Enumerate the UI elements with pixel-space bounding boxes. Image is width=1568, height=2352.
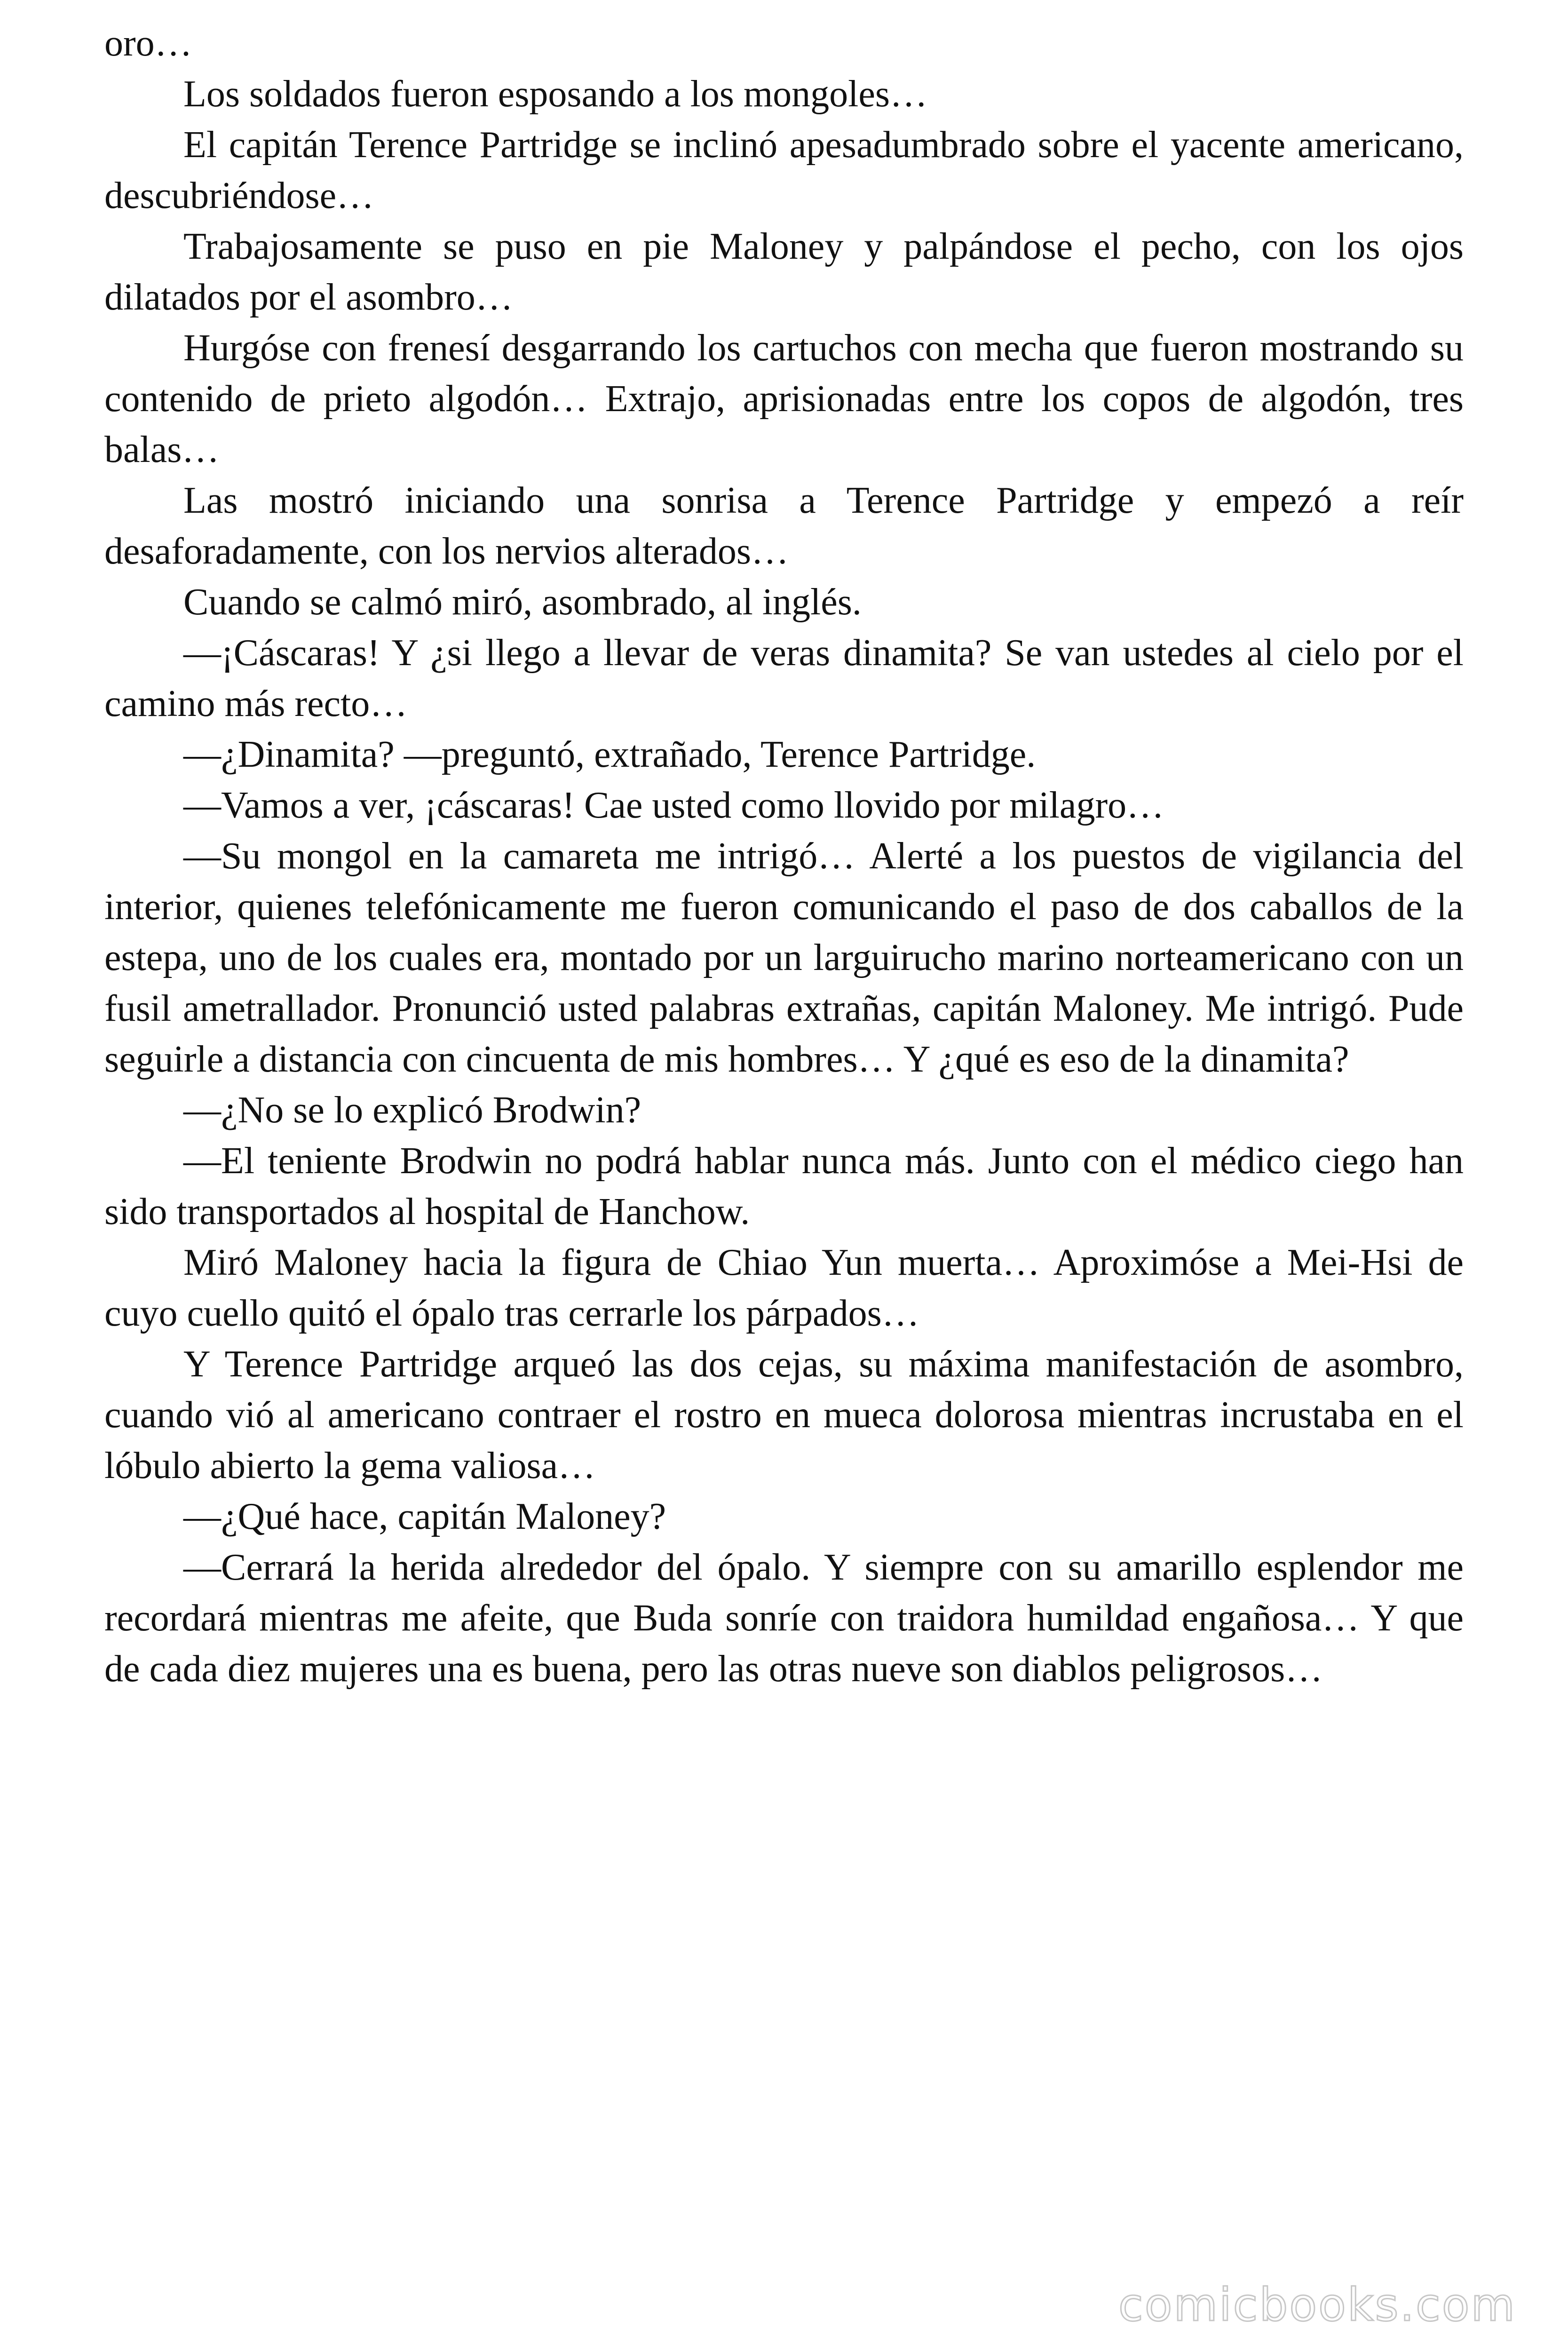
- dialogue-paragraph: —¿Dinamita? —preguntó, extrañado, Terence Partridge.: [183, 734, 1036, 775]
- paragraph: Cuando se calmó miró, asombrado, al inglés.: [183, 581, 862, 623]
- page-body: [104, 18, 1464, 1694]
- paragraph: Y Terence Partridge arqueó las dos cejas, su máxima manifestación de asombro, cuando vió al americano contraer el rostro en mueca dolorosa mientras incrustaba en el lóbulo abierto la gema valiosa…: [104, 1343, 1464, 1486]
- site-watermark: comicbooks.com: [1118, 2279, 1516, 2331]
- paragraph: El capitán Terence Partridge se inclinó apesadumbrado sobre el yacente americano, descubriéndose…: [104, 124, 1464, 216]
- dialogue-paragraph: —Cerrará la herida alrededor del ópalo. Y siempre con su amarillo esplendor me recordará mientras me afeite, que Buda sonríe con traidora humildad engañosa… Y que de cada diez mujeres una es buena, pero las otras nueve son diablos peligrosos…: [104, 1547, 1464, 1690]
- paragraph: oro…: [104, 23, 192, 64]
- dialogue-paragraph: —Vamos a ver, ¡cáscaras! Cae usted como llovido por milagro…: [183, 785, 1164, 826]
- dialogue-paragraph: —¡Cáscaras! Y ¿si llego a llevar de veras dinamita? Se van ustedes al cielo por el camino más recto…: [104, 632, 1464, 724]
- dialogue-paragraph: —El teniente Brodwin no podrá hablar nunca más. Junto con el médico ciego han sido transportados al hospital de Hanchow.: [104, 1140, 1464, 1232]
- dialogue-paragraph: —Su mongol en la camareta me intrigó… Alerté a los puestos de vigilancia del interior, quienes telefónicamente me fueron comunicando el paso de dos caballos de la estepa, uno de los cuales era, montado por un larguirucho marino norteamericano con un fusil ametrallador. Pronunció usted palabras extrañas, capitán Maloney. Me intrigó. Pude seguirle a distancia con cincuenta de mis hombres… Y ¿qué es eso de la dinamita?: [104, 835, 1464, 1080]
- paragraph: Miró Maloney hacia la figura de Chiao Yun muerta… Aproximóse a Mei-Hsi de cuyo cuello quitó el ópalo tras cerrarle los párpados…: [104, 1242, 1464, 1334]
- paragraph: Los soldados fueron esposando a los mongoles…: [183, 73, 928, 115]
- paragraph: Trabajosamente se puso en pie Maloney y palpándose el pecho, con los ojos dilatados por el asombro…: [104, 226, 1464, 318]
- paragraph: Hurgóse con frenesí desgarrando los cartuchos con mecha que fueron mostrando su contenido de prieto algodón… Extrajo, aprisionadas entre los copos de algodón, tres balas…: [104, 327, 1464, 470]
- dialogue-paragraph: —¿Qué hace, capitán Maloney?: [183, 1496, 666, 1537]
- dialogue-paragraph: —¿No se lo explicó Brodwin?: [183, 1089, 641, 1131]
- paragraph: Las mostró iniciando una sonrisa a Terence Partridge y empezó a reír desaforadamente, con los nervios alterados…: [104, 480, 1464, 572]
